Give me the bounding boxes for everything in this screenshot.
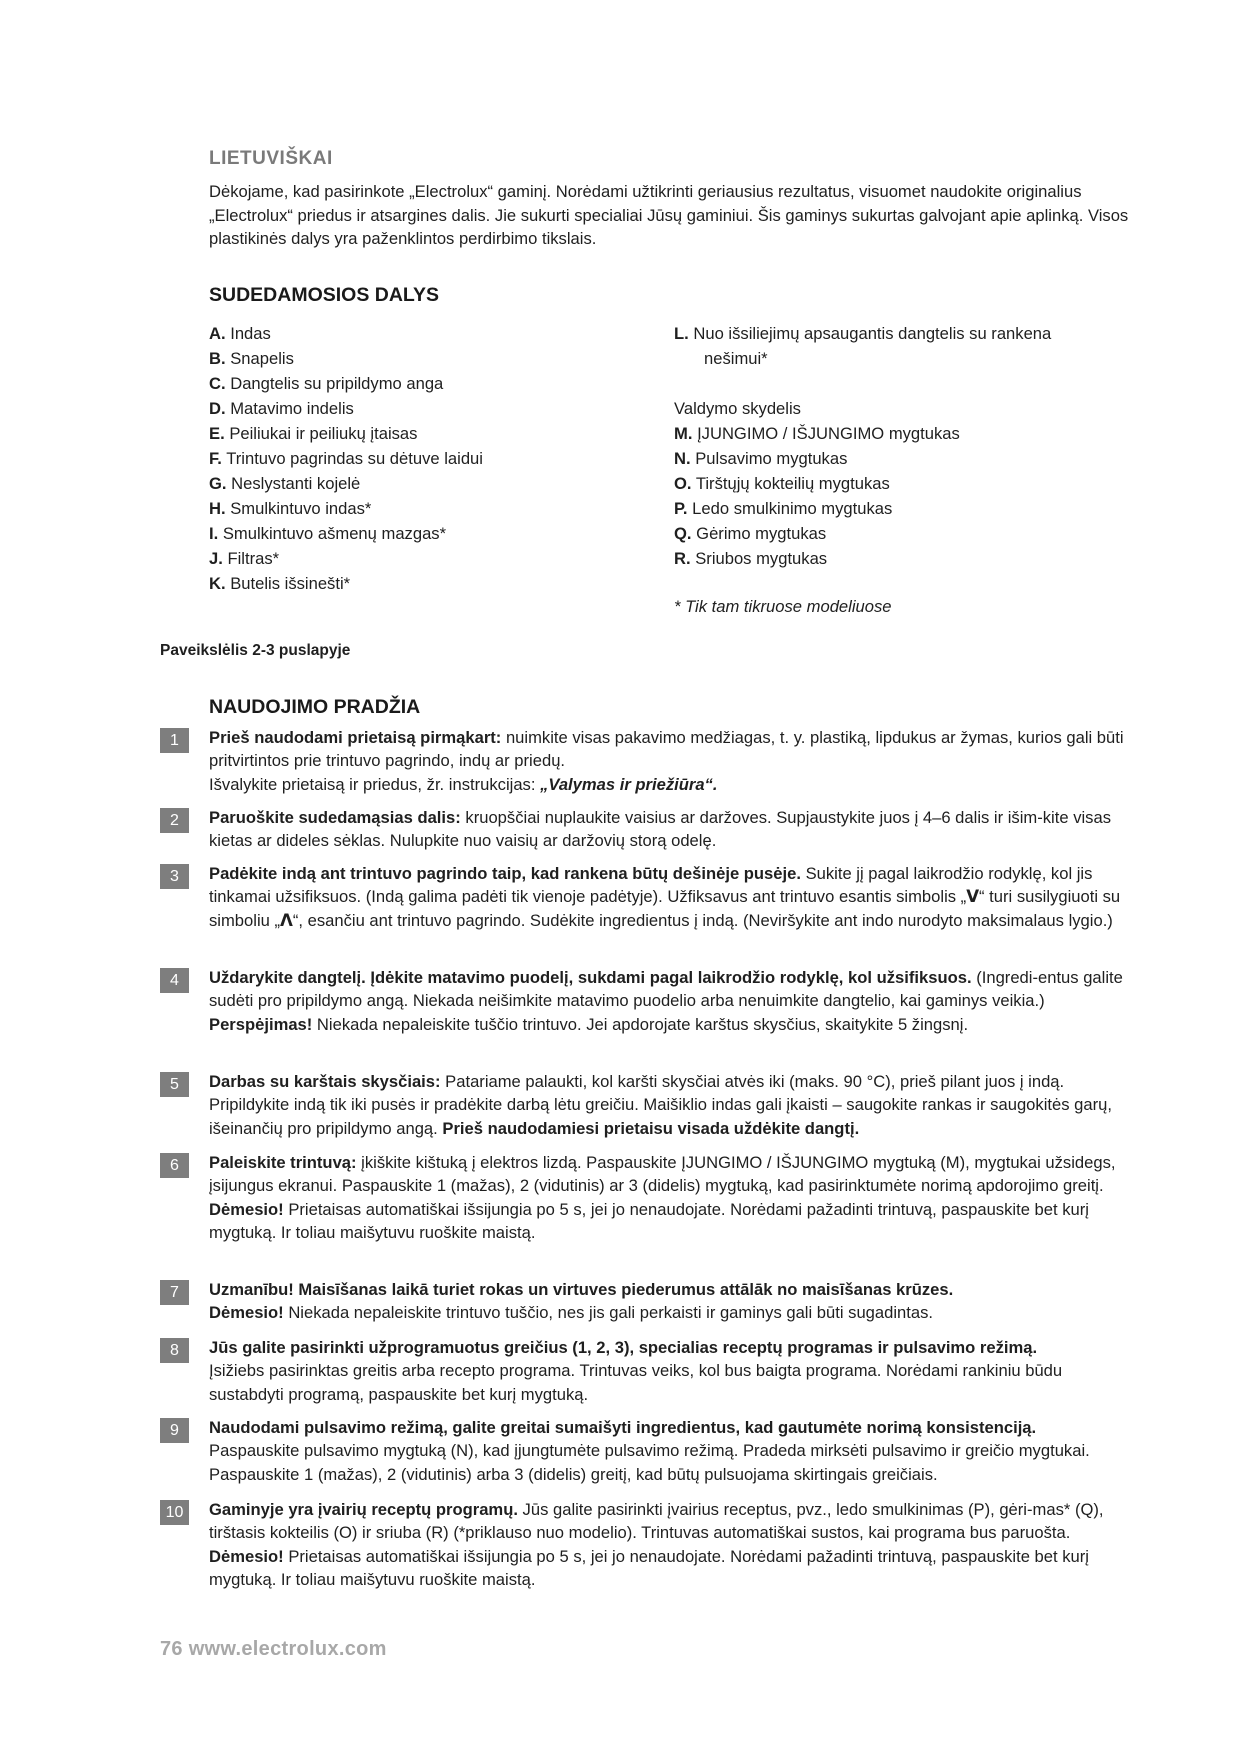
step-text: Paruoškite sudedamąsias dalis: kruopščiai nuplaukite vaisius ar daržoves. Supjaustykite juos į 4–6 dalis ir išim-kite visas kietas ar dideles sėklas. Nulupkite nuo vaisių ar daržovių storą odelę. xyxy=(209,808,1111,851)
step-number-badge: 1 xyxy=(160,728,189,753)
step-number-badge: 7 xyxy=(160,1280,189,1305)
step-text: Padėkite indą ant trintuvo pagrindo taip, kad rankena būtų dešinėje pusėje. Sukite jį pagal laikrodžio rodyklę, kol jis tinkamai užsifiksuos. (Indą galima padėti tik vienoje padėtyje). Užfiksavus ant trintuvo esantis simbolis „V“ turi susilygiuoti su simboliu „Λ“, esančiu ant trintuvo pagrindo. Sudėkite ingredientus į indą. (Neviršykite ant indo nurodyto maksimalaus lygio.) xyxy=(209,864,1121,930)
step-text: Uzmanību! Maisīšanas laikā turiet rokas un virtuves piederumus attālāk no maisīšanas krūzes. Dėmesio! Niekada nepaleiskite trintuvo tuščio, nes jis gali perkaisti ir gaminys gali būti sugadintas. xyxy=(209,1280,954,1323)
page-footer: 76 www.electrolux.com xyxy=(160,1638,387,1660)
part-item: M. ĮJUNGIMO / IŠJUNGIMO mygtukas xyxy=(674,424,960,443)
step-number-badge: 2 xyxy=(160,808,189,833)
components-list-left xyxy=(209,321,649,596)
control-panel-title: Valdymo skydelis xyxy=(674,399,801,418)
step-number-badge: 4 xyxy=(160,968,189,993)
step-number-badge: 9 xyxy=(160,1418,189,1443)
part-item: R. Sriubos mygtukas xyxy=(674,549,828,568)
figure-reference: Paveikslėlis 2-3 puslapyje xyxy=(160,642,351,659)
step-number-badge: 10 xyxy=(160,1500,189,1525)
part-item: H. Smulkintuvo indas* xyxy=(209,499,372,518)
part-item-continuation: nešimui* xyxy=(704,349,768,368)
components-list-right xyxy=(674,321,1134,619)
step-number-badge: 3 xyxy=(160,864,189,889)
arrow-down-symbol-icon: V xyxy=(966,887,980,907)
part-item: K. Butelis išsinešti* xyxy=(209,574,351,593)
language-heading: LIETUVIŠKAI xyxy=(209,148,333,169)
step-text: Gaminyje yra įvairių receptų programų. Jūs galite pasirinkti įvairius receptus, pvz., ledo smulkinimas (P), gėri-mas* (Q), tirštasis kokteilis (O) ir sriuba (R) (*priklauso nuo modelio). Trintuvas automatiškai sustos, kai programa bus paruošta. Dėmesio! Prietaisas automatiškai išsijungia po 5 s, jei jo nenaudojate. Norėdami pažadinti trintuvą, paspauskite bet kurį mygtuką. Ir toliau maišytuvu ruoškite maistą. xyxy=(209,1500,1104,1589)
part-item: B. Snapelis xyxy=(209,349,294,368)
step-number-badge: 5 xyxy=(160,1072,189,1097)
models-note: * Tik tam tikruose modeliuose xyxy=(674,597,892,616)
step-number-badge: 6 xyxy=(160,1153,189,1178)
step-text: Paleiskite trintuvą: įkiškite kištuką į elektros lizdą. Paspauskite ĮJUNGIMO / IŠJUNGIMO mygtuką (M), mygtukai užsidegs, įsijungus ekranui. Paspauskite 1 (mažas), 2 (vidutinis) ar 3 (didelis) mygtuką, kad pasirinktumėte norimą apdorojimo greitį. Dėmesio! Prietaisas automatiškai išsijungia po 5 s, jei jo nenaudojate. Norėdami pažadinti trintuvą, paspauskite bet kurį mygtuką. Ir toliau maišytuvu ruoškite maistą. xyxy=(209,1153,1116,1242)
part-item: O. Tirštųjų kokteilių mygtukas xyxy=(674,474,890,493)
part-item: G. Neslystanti kojelė xyxy=(209,474,361,493)
part-item: C. Dangtelis su pripildymo anga xyxy=(209,374,444,393)
part-item: I. Smulkintuvo ašmenų mazgas* xyxy=(209,524,447,543)
usage-heading: NAUDOJIMO PRADŽIA xyxy=(209,696,421,718)
step-text: Jūs galite pasirinkti užprogramuotus greičius (1, 2, 3), specialias receptų programas ir pulsavimo režimą. Įsižiebs pasirinktas greitis arba recepto programa. Trintuvas veiks, kol bus baigta programa. Norėdami rankiniu būdu sustabdyti programą, paspauskite bet kurį mygtuką. xyxy=(209,1338,1063,1404)
step-number-badge: 8 xyxy=(160,1338,189,1363)
arrow-up-symbol-icon: Λ xyxy=(280,910,293,930)
part-item: A. Indas xyxy=(209,324,271,343)
step-text: Darbas su karštais skysčiais: Patariame palaukti, kol karšti skysčiai atvės iki (maks. 90 °C), prieš pilant juos į indą. Pripildykite indą tik iki pusės ir pradėkite darbą lėtu greičiu. Maišiklio indas gali įkaisti – saugokite rankas ir saugokitės garų, išeinančių pro pripildymo angą. Prieš naudodamiesi prietaisu visada uždėkite dangtį. xyxy=(209,1072,1112,1138)
step-text: Naudodami pulsavimo režimą, galite greitai sumaišyti ingredientus, kad gautumėte norimą konsistenciją. Paspauskite pulsavimo mygtuką (N), kad įjungtumėte pulsavimo režimą. Pradeda mirksėti pulsavimo ir greičio mygtukai. Paspauskite 1 (mažas), 2 (vidutinis) arba 3 (didelis) greitį, kad būtų pulsuojama skirtingais greičiais. xyxy=(209,1418,1090,1484)
part-item: Q. Gėrimo mygtukas xyxy=(674,524,827,543)
part-item: P. Ledo smulkinimo mygtukas xyxy=(674,499,893,518)
part-item: F. Trintuvo pagrindas su dėtuve laidui xyxy=(209,449,483,468)
intro-paragraph: Dėkojame, kad pasirinkote „Electrolux“ gaminį. Norėdami užtikrinti geriausius rezultatus, visuomet naudokite originalius „Electrolux“ priedus ir atsargines dalis. Jie sukurti specialiai Jūsų gaminiui. Šis gaminys sukurtas galvojant apie aplinką. Visos plastikinės dalys yra paženklintos perdirbimo tikslais. xyxy=(209,182,1129,248)
part-item: N. Pulsavimo mygtukas xyxy=(674,449,848,468)
part-item: L. Nuo išsiliejimų apsaugantis dangtelis su rankena xyxy=(674,324,1052,343)
part-item: E. Peiliukai ir peiliukų įtaisas xyxy=(209,424,418,443)
components-heading: SUDEDAMOSIOS DALYS xyxy=(209,284,440,306)
step-text: Prieš naudodami prietaisą pirmąkart: nuimkite visas pakavimo medžiagas, t. y. plastiką, lipdukus ar žymas, kurios gali būti pritvirtintos prie trintuvo pagrindo, indų ar priedų. Išvalykite prietaisą ir priedus, žr. instrukcijas: „Valymas ir priežiūra“. xyxy=(209,728,1124,794)
part-item: J. Filtras* xyxy=(209,549,280,568)
part-item: D. Matavimo indelis xyxy=(209,399,354,418)
step-text: Uždarykite dangtelį. Įdėkite matavimo puodelį, sukdami pagal laikrodžio rodyklę, kol užsifiksuos. (Ingredi-entus galite sudėti pro pripildymo angą. Niekada neišimkite matavimo puodelio arba nenuimkite dangtelio, kai gaminys veikia.) Perspėjimas! Niekada nepaleiskite tuščio trintuvo. Jei apdorojate karštus skysčius, skaitykite 5 žingsnį. xyxy=(209,968,1123,1034)
